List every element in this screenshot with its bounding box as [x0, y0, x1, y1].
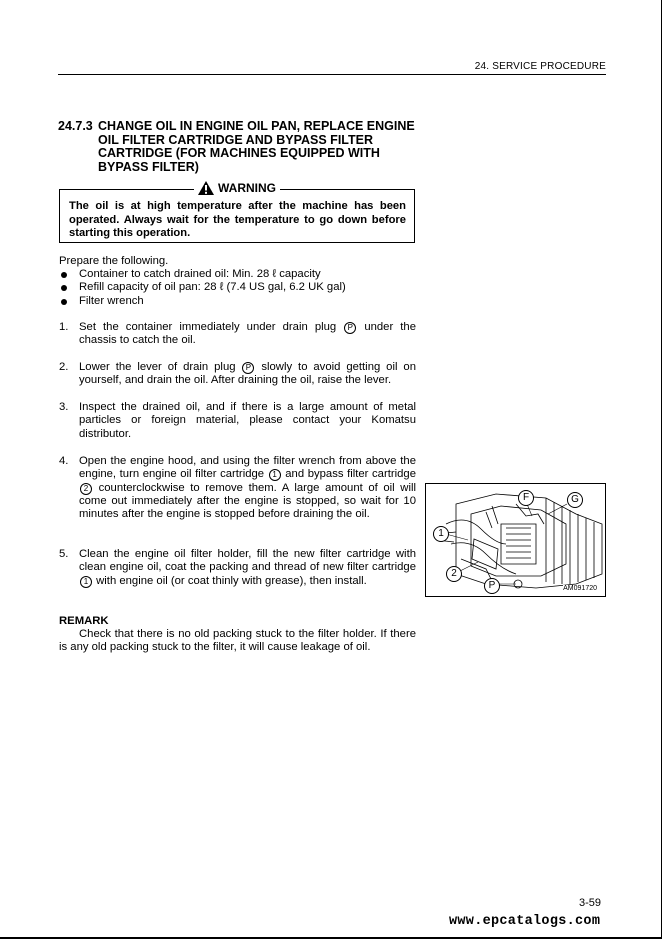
bullet-icon [61, 299, 67, 305]
page-number: 3-59 [579, 897, 602, 909]
bypass-filter-marker: 2 [80, 483, 92, 495]
running-header: 24. SERVICE PROCEDURE [474, 61, 606, 72]
watermark: www.epcatalogs.com [449, 914, 601, 929]
step-3: 3. Inspect the drained oil, and if there is a large amount of metal particles or foreign material, please contact your Komatsu distributor. [59, 401, 416, 440]
list-item: Container to catch drained oil: Min. 28 ℓ capacity [59, 268, 419, 281]
oil-filter-marker: 1 [80, 576, 92, 588]
section-heading [58, 120, 418, 174]
bullet-icon [61, 285, 67, 291]
step-4: 4. Open the engine hood, and using the filter wrench from above the engine, turn engine oil filter cartridge 1 and bypass filter cartridge 2 counterclockwise to remove them. A large amount of oil will come out immediately after the engine is stopped, so wait for 10 minutes after the engine is stopped before draining the oil. [59, 455, 416, 521]
callout-2: 2 [446, 566, 462, 582]
step-2: 2. Lower the lever of drain plug P slowly to avoid getting oil on yourself, and drain the oil. After draining the oil, raise the lever. [59, 361, 416, 387]
oil-filter-marker: 1 [269, 469, 281, 481]
step-5: 5. Clean the engine oil filter holder, fill the new filter cartridge with clean engine oil, coat the packing and thread of new filter cartridge 1 with engine oil (or coat thinly with grease), then install. [59, 548, 416, 587]
warning-header [194, 181, 280, 195]
warning-text: The oil is at high temperature after the machine has been operated. Always wait for the temperature to go down before starting this operation. [69, 200, 406, 239]
section-title: CHANGE OIL IN ENGINE OIL PAN, REPLACE ENGINE OIL FILTER CARTRIDGE AND BYPASS FILTER CARTRIDGE (FOR MACHINES EQUIPPED WITH BYPASS FILTER) [98, 119, 415, 174]
warning-box [59, 181, 415, 243]
header-rule [58, 74, 606, 75]
callout-f: F [518, 490, 534, 506]
callout-p: P [484, 578, 500, 594]
engine-filter-illustration [425, 483, 606, 597]
warning-label: WARNING [218, 181, 276, 195]
drain-plug-marker: P [344, 322, 356, 334]
list-item: Filter wrench [59, 295, 419, 308]
step-1: 1. Set the container immediately under drain plug P under the chassis to catch the oil. [59, 321, 417, 347]
warning-triangle-icon [198, 181, 214, 195]
callout-1: 1 [433, 526, 449, 542]
remark-heading: REMARK [59, 615, 109, 627]
prepare-intro: Prepare the following. [59, 255, 169, 267]
remark-text: Check that there is no old packing stuck to the filter holder. If there is any old packing stuck to the filter, it will cause leakage of oil. [59, 628, 416, 654]
list-item: Refill capacity of oil pan: 28 ℓ (7.4 US gal, 6.2 UK gal) [59, 281, 419, 294]
prepare-list [59, 268, 419, 308]
section-number: 24.7.3 [58, 119, 93, 133]
drain-plug-marker: P [242, 362, 254, 374]
callout-g: G [567, 492, 583, 508]
figure-code: AM091720 [563, 585, 597, 592]
bullet-icon [61, 272, 67, 278]
